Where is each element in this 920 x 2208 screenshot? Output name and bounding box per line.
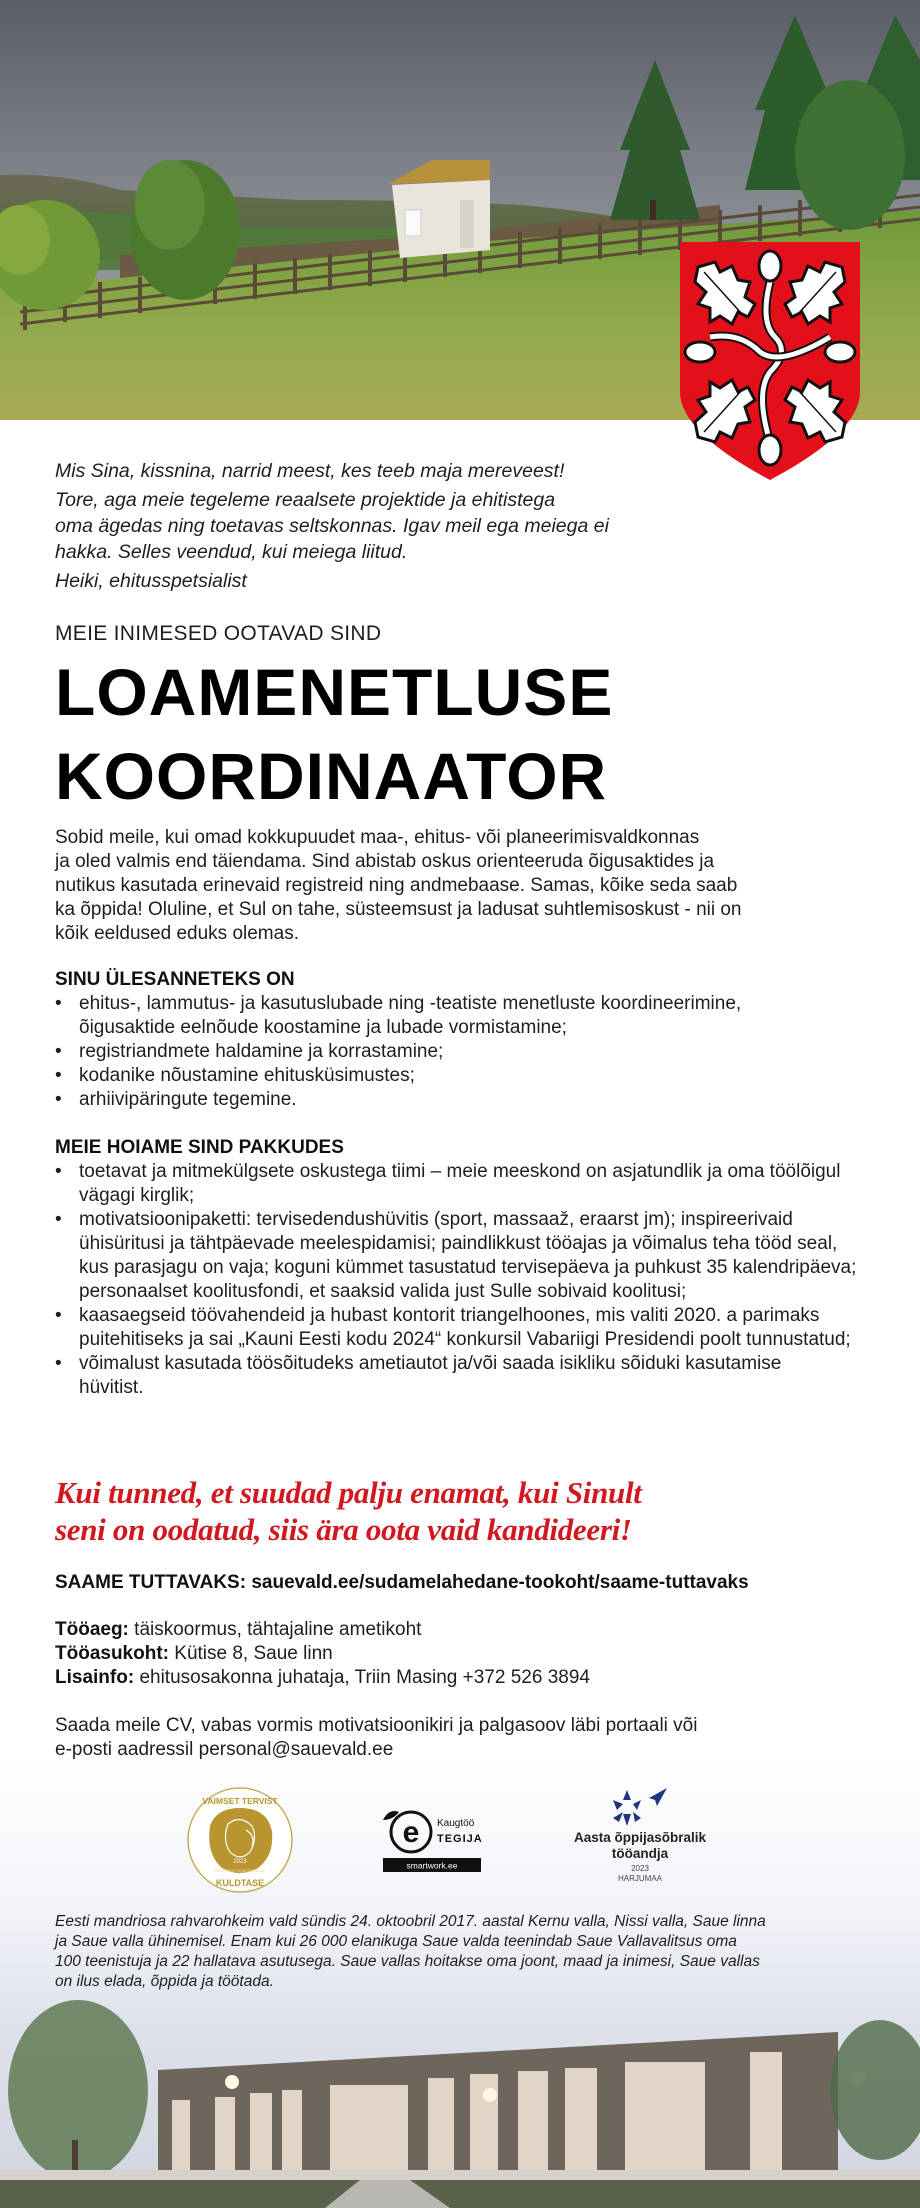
quote-line: Mis Sina, kissnina, narrid meest, kes teeb maja mereveest! [55,460,565,482]
fact-label: Lisainfo: [55,1667,135,1688]
oak-pattern [685,251,855,465]
apply-instructions [55,1714,875,1762]
tasks-section [55,968,875,1112]
fact-value: Kütise 8, Saue linn [174,1643,333,1664]
fact-contact [55,1666,590,1690]
apply-prefix: e-posti aadressil [55,1739,199,1760]
tasks-heading: SINU ÜLESANNETEKS ON [55,969,295,990]
intro-line: kõik eeldused eduks olemas. [55,923,299,944]
tegija-label: TEGIJA [437,1833,483,1845]
benefits-heading: MEIE HOIAME SIND PAKKUDES [55,1137,344,1158]
fact-work-time [55,1618,590,1642]
job-title [55,650,613,818]
smartwork-label: smartwork.ee [406,1860,458,1871]
award-year: 2023 [631,1864,649,1873]
about-line: Eesti mandriosa rahvarohkeim vald sündis 24. oktoobril 2017. aastal Kernu valla, Nissi valla, Saue linna [55,1913,766,1930]
benefit-item: • kaasaegseid töövahendeid ja hubast kontorit triangelhoones, mis valiti 2020. a parimaks puitehitiseks ja sai „Kauni Eesti kodu 2024“ konkursil Vabariigi Presidendi poolt tunnustatud; [55,1304,855,1352]
intro-paragraph [55,826,875,946]
meet-link[interactable]: sauevald.ee/sudamelahedane-tookoht/saame-tuttavaks [251,1572,749,1593]
intro-line: ka õppida! Oluline, et Sul on tahe, süsteemsust ja ladusat suhtlemisoskust - nii on [55,899,742,920]
task-item: • arhiivipäringute tegemine. [55,1088,875,1112]
quote-line: hakka. Selles veendud, kui meiega liitud. [55,541,408,563]
meet-us-line [55,1572,749,1594]
job-title-line: KOORDINAATOR [55,739,608,813]
fact-location [55,1642,590,1666]
cta-line: seni on oodatud, siis ära oota vaid kandideeri! [55,1512,632,1547]
about-municipality [55,1912,855,1992]
benefit-item: • motivatsioonipaketti: tervisedendushüvitis (sport, massaaž, eraarst jm); inspireerivaid ühisüritusi ja tähtpäevade meelespidamisi; paindlikkust tööajas ja võimalus teha tööd seal, kus parasjagu on vaja; koguni kümmet tasustatud tervisepäeva ja puhkust 35 kalendripäeva; personaalset koolitusfondi, et saaksid valida just Sulle sobivaid koolitusi; [55,1208,865,1304]
quote-line: oma ägedas ning toetavas seltskonnas. Igav meil ega meiega ei [55,515,609,537]
saue-coat-of-arms [680,242,860,480]
fact-value: ehitusosakonna juhataja, Triin Masing +372 526 3894 [139,1667,590,1688]
award-title-line: tööandja [611,1846,669,1861]
call-to-action [55,1474,642,1548]
intro-line: ja oled valmis end täiendama. Sind abistab oskus orienteeruda õigusaktides ja [55,851,715,872]
job-facts [55,1618,590,1690]
about-line: 100 teenistuja ja 22 hallatava asutusega. Saue vallas hoitakse oma joont, maad ja inimesi, Saue vallas [55,1953,760,1970]
benefits-section [55,1136,875,1400]
badge-vaimset-tervist [186,1786,294,1894]
apply-line: Saada meile CV, vabas vormis motivatsioonikiri ja palgasoov läbi portaali või [55,1715,698,1736]
mental-health-gold-badge-icon [186,1786,294,1894]
benefit-item: • võimalust kasutada töösõitudeks ametiautot ja/või saada isikliku sõiduki kasutamise hüvitist. [55,1352,815,1400]
about-line: ja Saue valla ühinemisel. Enam kui 26 000 elanikuga Saue valda teenindab Saue Vallavalitsus oma [55,1933,737,1950]
oak-leaves-acorns-icon [680,242,860,480]
apply-line [55,1738,875,1762]
quote-signature: Heiki, ehitusspetsialist [55,570,247,592]
badge-kaugtoo-tegija [375,1798,487,1878]
intro-line: Sobid meile, kui omad kokkupuudet maa-, ehitus- või planeerimisvaldkonnas [55,827,700,848]
badge-year: 2023 [233,1859,247,1865]
cta-line: Kui tunned, et suudad palju enamat, kui Sinult [55,1475,642,1510]
kaugtoo-e-logo-icon [375,1798,487,1878]
employee-quote [55,458,755,594]
kicker-text: MEIE INIMESED OOTAVAD SIND [55,622,382,645]
badge-top-text: VAIMSET TERVIST [202,1796,278,1806]
kaugtoo-label: Kaugtöö [437,1818,475,1829]
email-link[interactable]: personal@sauevald.ee [198,1739,394,1760]
quote-line: Tore, aga meie tegeleme reaalsete projektide ja ehitistega [55,489,556,511]
svg-text:e: e [402,1816,420,1849]
intro-line: nutikus kasutada erinevaid registreid ning andmebaase. Samas, kõike seda saab [55,875,738,896]
task-item: • ehitus-, lammutus- ja kasutuslubade ning -teatiste menetluste koordineerimine, õigusaktide eelnõude koostamine ja lubade vormistamine; [55,992,835,1040]
award-badges [0,1786,920,1896]
fact-label: Tööasukoht: [55,1643,169,1664]
badge-bottom-text: KULDTASE [215,1878,265,1888]
benefit-item: • toetavat ja mitmekülgsete oskustega tiimi – meie meeskond on asjatundlik ja oma töölõigul vägagi kirglik; [55,1160,845,1208]
meet-label: SAAME TUTTAVAKS: [55,1572,247,1593]
task-item: • kodanike nõustamine ehitusküsimustes; [55,1064,875,1088]
about-line: on ilus elada, õppida ja töötada. [55,1973,274,1990]
task-item: • registriandmete haldamine ja korrastamine; [55,1040,875,1064]
fact-label: Tööaeg: [55,1619,129,1640]
award-title-line: Aasta õppijasõbralik [573,1830,707,1845]
badge-aasta-oppijasobralik [555,1786,725,1896]
fact-value: täiskoormus, tähtajaline ametikoht [134,1619,422,1640]
job-title-line: LOAMENETLUSE [55,655,614,729]
benefits-list [55,1160,875,1400]
badge-middle-text: väärtustav organisatsioon [214,1868,266,1873]
award-region: HARJUMAA [617,1874,662,1883]
tasks-list [55,992,875,1112]
cornflower-star-icon [605,1786,675,1828]
